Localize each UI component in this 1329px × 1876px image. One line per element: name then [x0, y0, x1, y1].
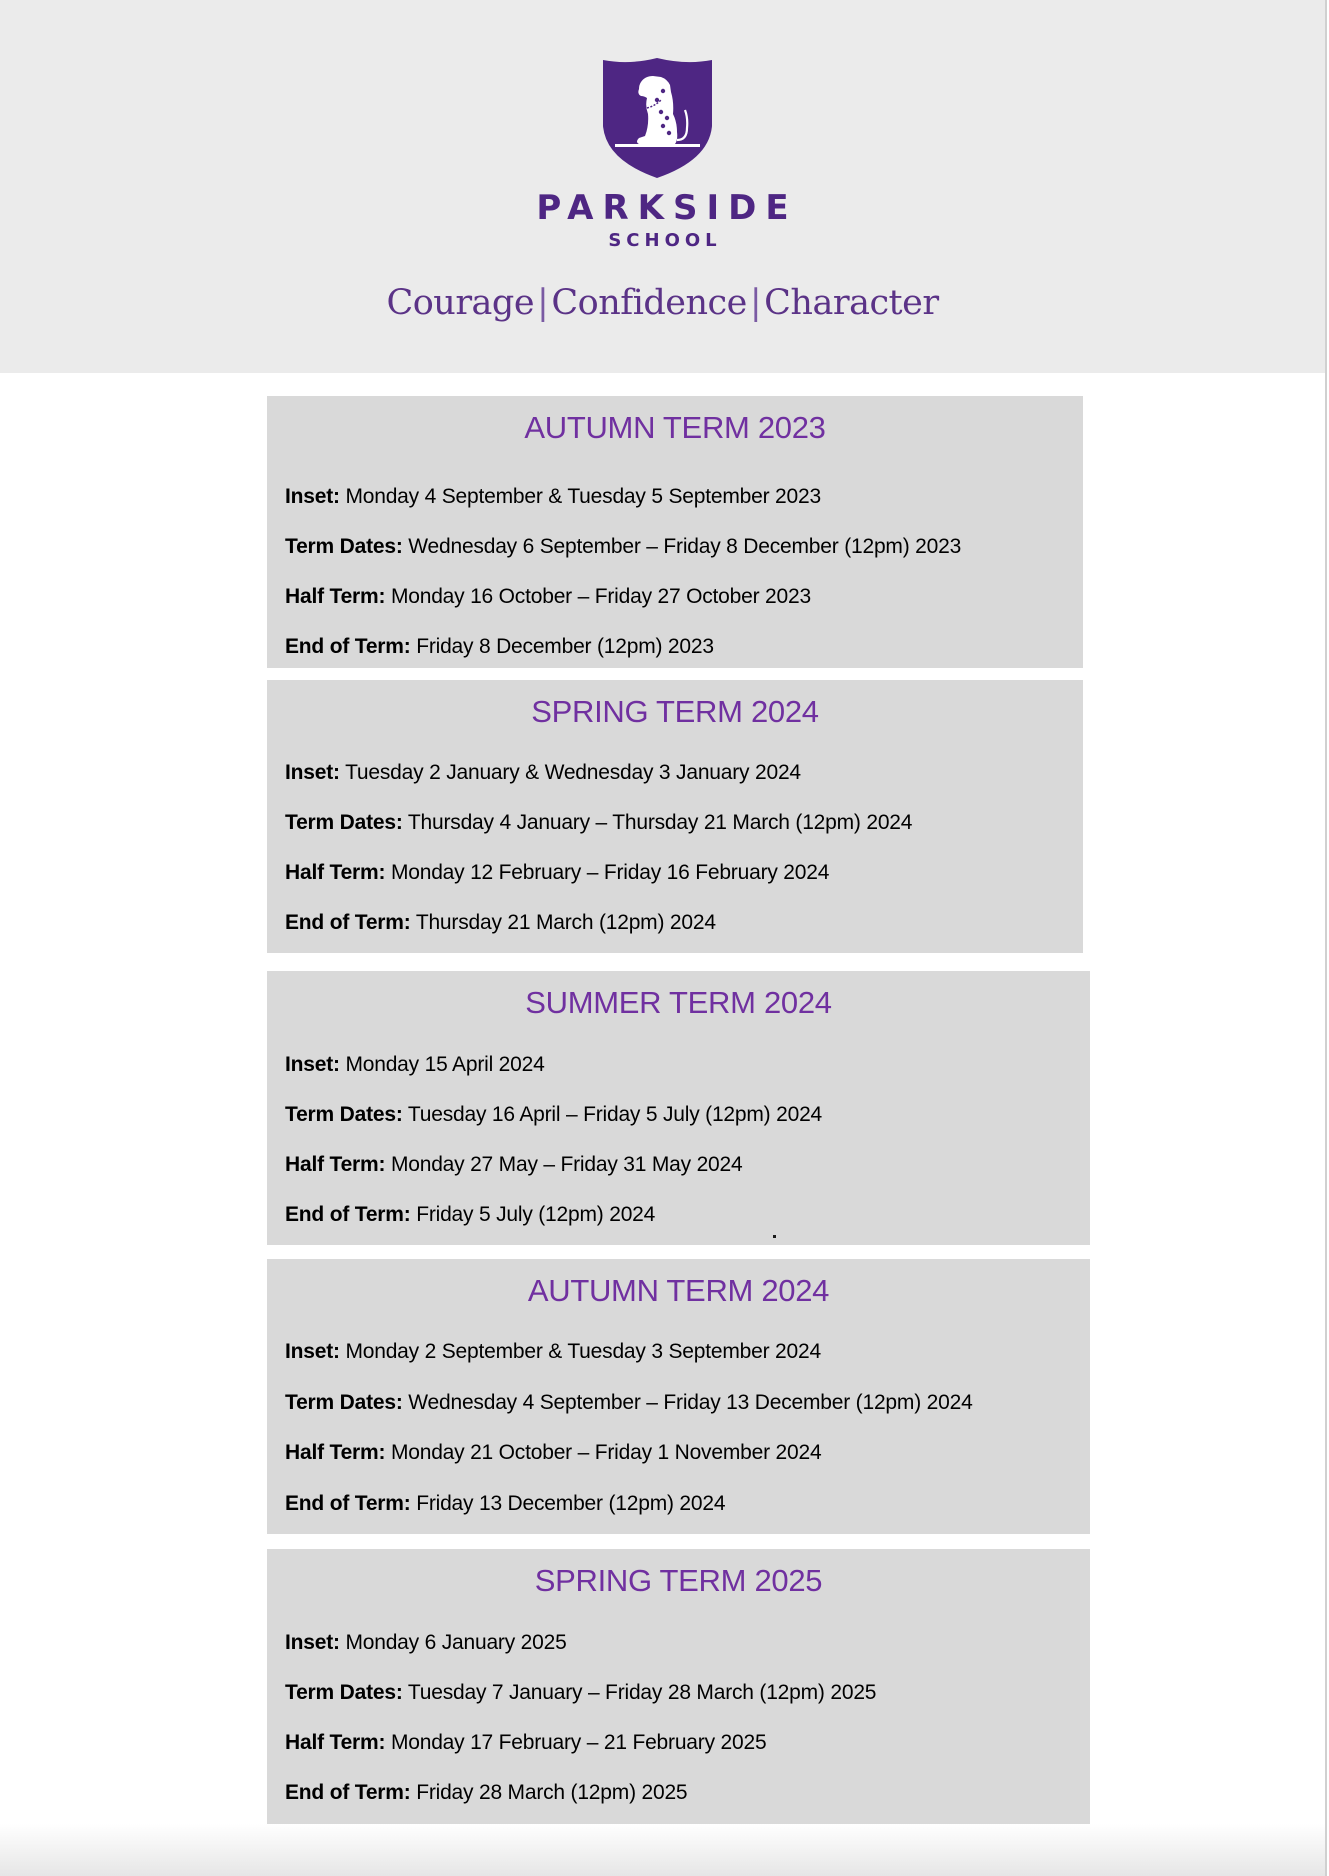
half-term-value: Monday 16 October – Friday 27 October 2023: [390, 585, 811, 608]
half-term-label: Half Term:: [285, 1731, 386, 1754]
term-card-spring-2024: [267, 680, 1083, 953]
motto-word-confidence: Confidence: [551, 283, 747, 323]
term-title: AUTUMN TERM 2023: [524, 410, 826, 445]
half-term-value: Monday 12 February – Friday 16 February 2024: [390, 861, 830, 884]
shield-crest-dog-icon: [601, 56, 714, 179]
term-dates-value: Tuesday 16 April – Friday 5 July (12pm) 2024: [407, 1103, 823, 1126]
end-of-term-row: [285, 1780, 687, 1806]
half-term-value: Monday 21 October – Friday 1 November 2024: [390, 1441, 822, 1464]
page-bottom-fade: [0, 1824, 1325, 1876]
end-of-term-value: Friday 28 March (12pm) 2025: [416, 1781, 688, 1804]
inset-label: Inset:: [285, 1053, 340, 1076]
inset-row: [285, 1630, 567, 1656]
term-card-autumn-2023: [267, 396, 1083, 668]
inset-value: Tuesday 2 January & Wednesday 3 January 2024: [345, 761, 801, 784]
inset-value: Monday 2 September & Tuesday 3 September 2024: [345, 1340, 821, 1363]
term-dates-label: Term Dates:: [285, 811, 403, 834]
half-term-row: [285, 584, 811, 610]
term-dates-row: [285, 1680, 876, 1706]
half-term-label: Half Term:: [285, 861, 386, 884]
end-of-term-label: End of Term:: [285, 635, 411, 658]
half-term-row: [285, 1730, 766, 1756]
term-title: SUMMER TERM 2024: [525, 985, 832, 1020]
motto-word-character: Character: [764, 283, 939, 323]
term-dates-row: [285, 1102, 822, 1128]
stray-dot: [773, 1235, 776, 1238]
inset-row: [285, 760, 801, 786]
term-dates-label: Term Dates:: [285, 1681, 403, 1704]
inset-value: Monday 6 January 2025: [345, 1631, 567, 1654]
inset-label: Inset:: [285, 1631, 340, 1654]
term-dates-value: Wednesday 6 September – Friday 8 December (12pm) 2023: [408, 535, 962, 558]
inset-row: [285, 1339, 821, 1365]
end-of-term-value: Thursday 21 March (12pm) 2024: [415, 911, 716, 934]
term-dates-value: Tuesday 7 January – Friday 28 March (12pm) 2025: [407, 1681, 877, 1704]
end-of-term-row: [285, 910, 716, 936]
term-title: SPRING TERM 2025: [534, 1563, 823, 1598]
motto-separator: |: [537, 283, 549, 323]
term-card-summer-2024: [267, 971, 1090, 1245]
end-of-term-row: [285, 1491, 725, 1517]
term-dates-label: Term Dates:: [285, 1103, 403, 1126]
term-dates-value: Wednesday 4 September – Friday 13 December (12pm) 2024: [408, 1391, 973, 1414]
term-title: SPRING TERM 2024: [531, 694, 819, 729]
term-dates-row: [285, 1390, 973, 1416]
inset-value: Monday 15 April 2024: [345, 1053, 545, 1076]
term-title: AUTUMN TERM 2024: [527, 1273, 830, 1308]
inset-row: [285, 1052, 545, 1078]
inset-row: [285, 484, 821, 510]
term-dates-label: Term Dates:: [285, 535, 403, 558]
half-term-label: Half Term:: [285, 1441, 386, 1464]
inset-label: Inset:: [285, 1340, 340, 1363]
term-card-spring-2025: [267, 1549, 1090, 1824]
motto-separator: |: [749, 283, 762, 323]
end-of-term-value: Friday 13 December (12pm) 2024: [416, 1492, 726, 1515]
end-of-term-label: End of Term:: [285, 1203, 411, 1226]
term-dates-row: [285, 810, 912, 836]
half-term-label: Half Term:: [285, 1153, 386, 1176]
term-card-autumn-2024: [267, 1259, 1090, 1534]
half-term-value: Monday 17 February – 21 February 2025: [390, 1731, 767, 1754]
term-dates-value: Thursday 4 January – Thursday 21 March (12pm) 2024: [407, 811, 913, 834]
half-term-row: [285, 860, 829, 886]
term-dates-row: [285, 534, 961, 560]
half-term-value: Monday 27 May – Friday 31 May 2024: [390, 1153, 743, 1176]
school-header: [0, 0, 1325, 373]
inset-label: Inset:: [285, 485, 340, 508]
end-of-term-label: End of Term:: [285, 1781, 411, 1804]
half-term-row: [285, 1152, 743, 1178]
end-of-term-value: Friday 5 July (12pm) 2024: [416, 1203, 656, 1226]
half-term-row: [285, 1440, 821, 1466]
page-edge-line: [1325, 0, 1327, 1876]
school-motto: [0, 280, 1325, 326]
motto-word-courage: Courage: [386, 283, 535, 323]
inset-label: Inset:: [285, 761, 340, 784]
term-dates-label: Term Dates:: [285, 1391, 403, 1414]
half-term-label: Half Term:: [285, 585, 386, 608]
end-of-term-label: End of Term:: [285, 911, 411, 934]
school-subtitle: SCHOOL: [608, 230, 722, 251]
school-name: PARKSIDE: [536, 188, 798, 228]
end-of-term-value: Friday 8 December (12pm) 2023: [416, 635, 714, 658]
end-of-term-label: End of Term:: [285, 1492, 411, 1515]
end-of-term-row: [285, 634, 714, 660]
inset-value: Monday 4 September & Tuesday 5 September 2023: [345, 485, 821, 508]
end-of-term-row: [285, 1202, 655, 1228]
